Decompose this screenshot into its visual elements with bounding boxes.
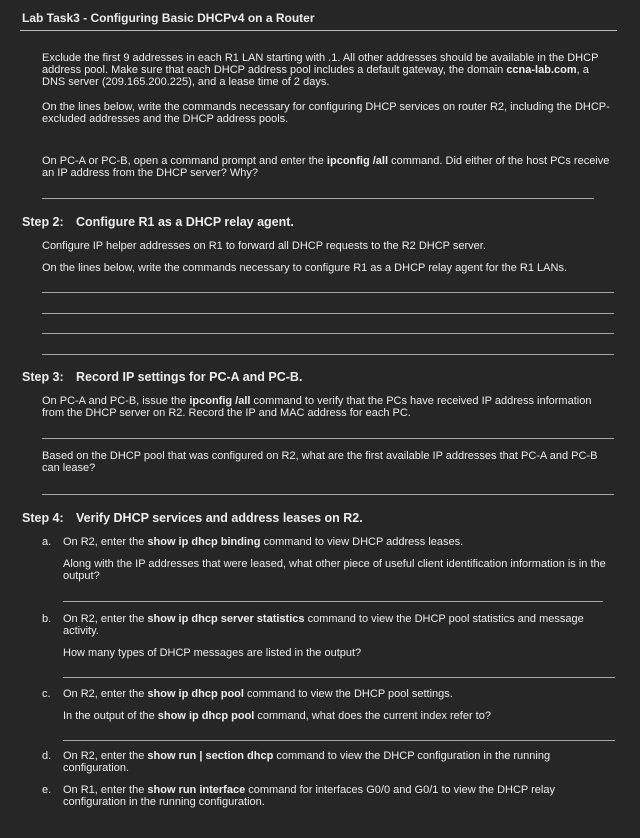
command-text: show ip dhcp server statistics xyxy=(147,613,305,625)
step-4-heading xyxy=(22,511,363,525)
command-text: show run interface xyxy=(147,784,246,796)
intro-paragraph-3: On PC-A or PC-B, open a command prompt and enter the ipconfig /all command. Did either of the host PCs receive an IP address from the DHCP server? Why? xyxy=(42,155,610,179)
step-2-paragraph-1: Configure IP helper addresses on R1 to forward all DHCP requests to the R2 DHCP server. xyxy=(42,240,486,252)
step-2-paragraph-2: On the lines below, write the commands necessary to configure R1 as a DHCP relay agent for the R1 LANs. xyxy=(42,262,567,274)
step-4d-paragraph-1: On R2, enter the show run | section dhcp command to view the DHCP configuration in the running configuration. xyxy=(63,750,551,774)
intro-paragraph-1: Exclude the first 9 addresses in each R1 LAN starting with .1. All other addresses should be available in the DHCP address pool. Make sure that each DHCP address pool includes a default gateway, the domain ccna-lab.com, a DNS server (209.165.200.225), and a lease time of 2 days. xyxy=(42,52,599,88)
command-text: show ip dhcp binding xyxy=(147,536,261,548)
step-4e-paragraph-1: On R1, enter the show run interface command for interfaces G0/0 and G0/1 to view the DHCP relay configuration in the running configuration. xyxy=(63,784,555,808)
command-text: ccna-lab.com xyxy=(506,64,577,76)
step-4b-paragraph-2: How many types of DHCP messages are listed in the output? xyxy=(63,647,362,659)
step-2-heading xyxy=(22,215,294,229)
command-text: ipconfig /all xyxy=(189,395,251,407)
answer-line[interactable] xyxy=(42,292,614,293)
step-3-paragraph-1: On PC-A and PC-B, issue the ipconfig /all command to verify that the PCs have received IP address information from the DHCP server on R2. Record the IP and MAC address for each PC. xyxy=(42,395,592,419)
item-label-d: d. xyxy=(42,750,52,762)
step-4a-paragraph-2: Along with the IP addresses that were leased, what other piece of useful client identification information is in the output? xyxy=(63,558,606,582)
step-4c-paragraph-1: On R2, enter the show ip dhcp pool command to view the DHCP pool settings. xyxy=(63,688,453,700)
answer-line[interactable] xyxy=(42,333,614,334)
step-4c-paragraph-2: In the output of the show ip dhcp pool command, what does the current index refer to? xyxy=(63,710,491,722)
command-text: ipconfig /all xyxy=(326,155,389,167)
answer-line[interactable] xyxy=(42,494,614,495)
answer-line[interactable] xyxy=(42,313,614,314)
step-number: Step 3: xyxy=(22,370,64,384)
step-number: Step 4: xyxy=(22,511,64,525)
intro-paragraph-2: On the lines below, write the commands necessary for configuring DHCP services on router R2, including the DHCP-excluded addresses and the DHCP address pools. xyxy=(42,101,610,125)
answer-line[interactable] xyxy=(63,740,615,741)
item-label-b: b. xyxy=(42,613,52,625)
item-label-e: e. xyxy=(42,784,52,796)
step-3-heading xyxy=(22,370,302,384)
command-text: show run | section dhcp xyxy=(147,750,274,762)
answer-line[interactable] xyxy=(42,438,614,439)
command-text: show ip dhcp pool xyxy=(147,688,244,700)
answer-line[interactable] xyxy=(42,354,614,355)
step-4b-paragraph-1: On R2, enter the show ip dhcp server statistics command to view the DHCP pool statistics and message activity. xyxy=(63,613,584,637)
answer-line[interactable] xyxy=(63,601,603,602)
item-label-c: c. xyxy=(42,688,51,700)
answer-line[interactable] xyxy=(42,198,594,199)
answer-line[interactable] xyxy=(63,677,615,678)
step-number: Step 2: xyxy=(22,215,64,229)
step-4a-paragraph-1: On R2, enter the show ip dhcp binding command to view DHCP address leases. xyxy=(63,536,464,548)
step-3-paragraph-2: Based on the DHCP pool that was configured on R2, what are the first available IP addresses that PC-A and PC-B can lease? xyxy=(42,450,598,474)
page-header-title: Lab Task3 - Configuring Basic DHCPv4 on a Router xyxy=(22,11,315,25)
header-rule xyxy=(20,30,617,31)
item-label-a: a. xyxy=(42,536,52,548)
step-title: Configure R1 as a DHCP relay agent. xyxy=(76,215,294,229)
command-text: show ip dhcp pool xyxy=(157,710,255,722)
step-title: Verify DHCP services and address leases on R2. xyxy=(76,511,363,525)
step-title: Record IP settings for PC-A and PC-B. xyxy=(76,370,303,384)
